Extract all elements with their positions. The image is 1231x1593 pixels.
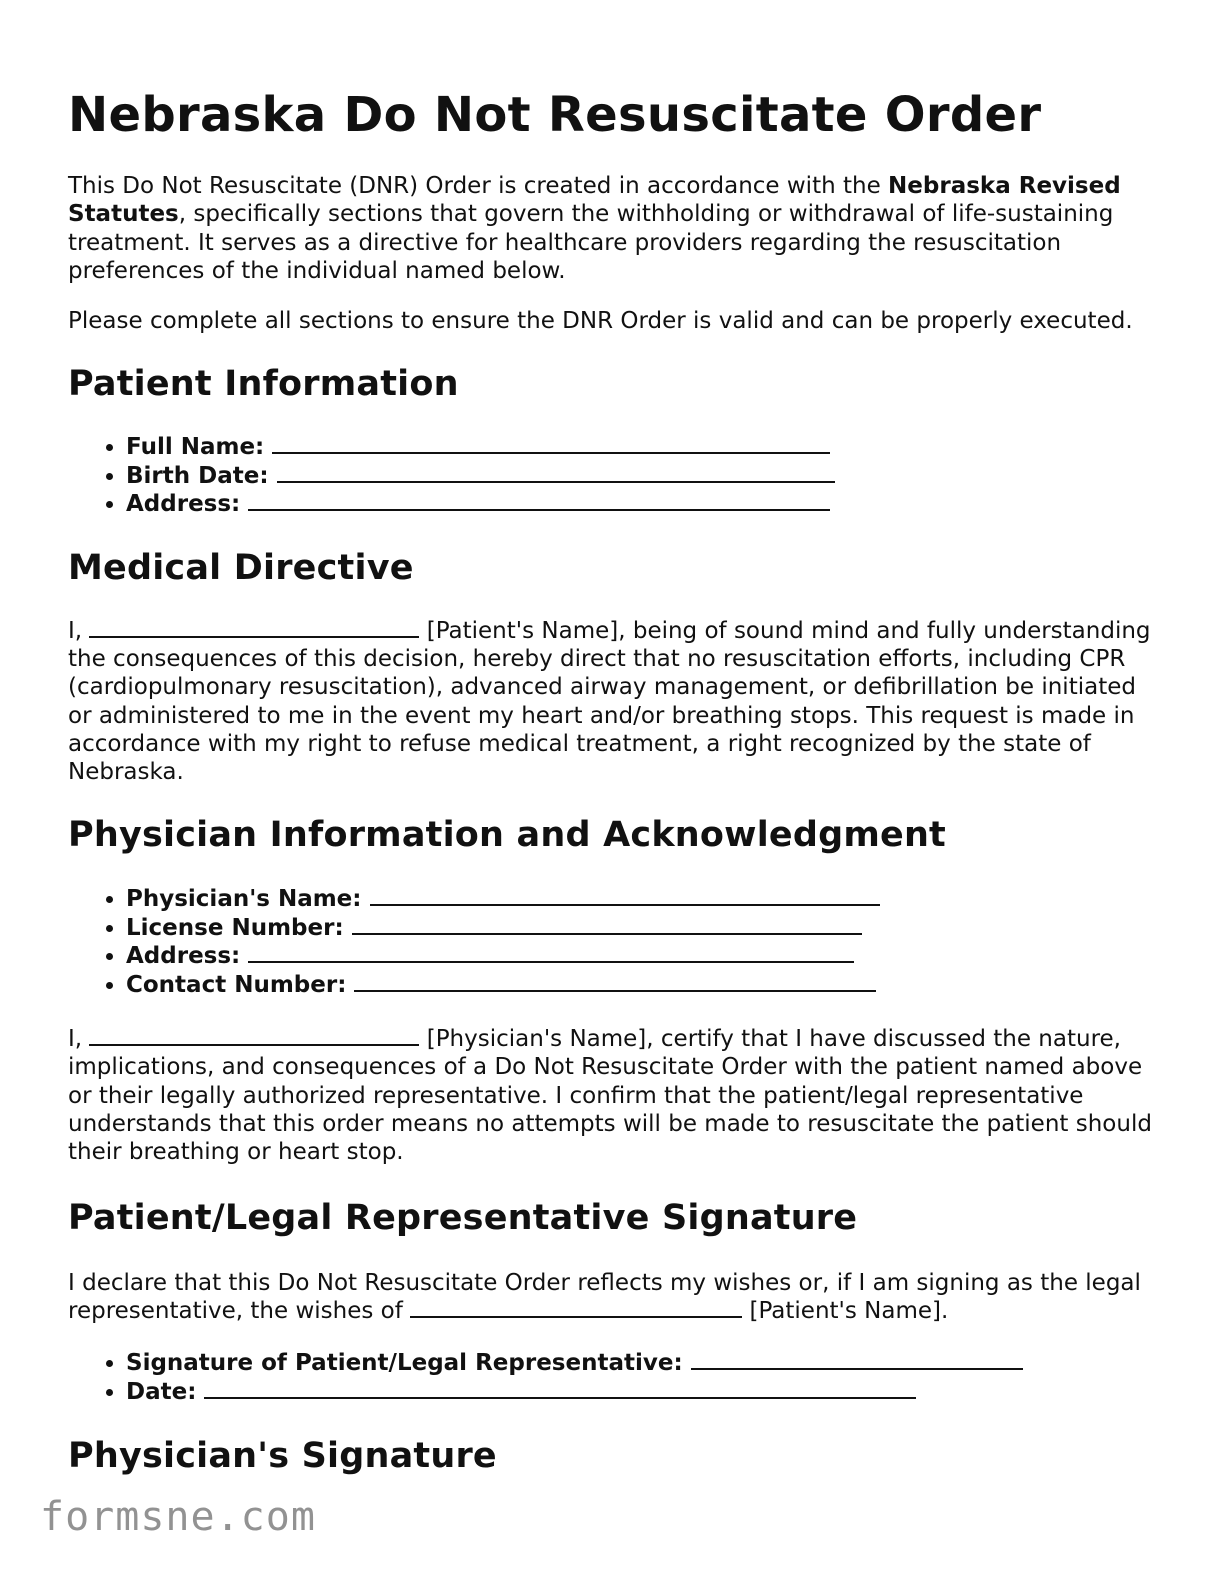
full-name-field[interactable] (272, 434, 830, 454)
signature-list (68, 1349, 1158, 1406)
patient-info-list (68, 433, 1158, 518)
instructions-paragraph: Please complete all sections to ensure the DNR Order is valid and can be properly executed. (68, 308, 1133, 335)
directive-text: [Patient's Name], being of sound mind and fully understanding the consequences of this decision, hereby direct that no resuscitation efforts, including CPR (cardiopulmonary resuscitation), advanced airway management, or defibrillation be initiated or administered to me in the event my heart and/or breathing stops. This request is made in accordance with my right to refuse medical treatment, a right recognized by the state of Nebraska. (68, 617, 1151, 786)
signature-date-field[interactable] (204, 1379, 916, 1399)
physician-acknowledgment-paragraph (68, 1025, 1158, 1166)
representative-signature-field[interactable] (691, 1350, 1023, 1370)
list-item (126, 1349, 1158, 1377)
intro-statute-name: Nebraska Revised Statutes (68, 173, 1121, 228)
field-label: Address: (126, 943, 241, 970)
physician-name-field[interactable] (370, 886, 880, 906)
patient-info-heading: Patient Information (68, 364, 459, 405)
list-item (126, 1378, 1158, 1406)
patient-name-blank[interactable] (410, 1298, 742, 1318)
contact-number-field[interactable] (354, 972, 876, 992)
physician-info-heading: Physician Information and Acknowledgment (68, 815, 946, 856)
medical-directive-paragraph (68, 617, 1158, 787)
license-number-field[interactable] (352, 915, 862, 935)
field-label: Signature of Patient/Legal Representative: (126, 1350, 683, 1377)
declaration-suffix: [Patient's Name]. (742, 1297, 949, 1324)
list-item (126, 914, 1158, 942)
list-item (126, 462, 1158, 490)
field-label: Address: (126, 491, 241, 518)
physician-info-list (68, 885, 1158, 999)
acknowledgment-text: [Physician's Name], certify that I have discussed the nature, implications, and consequences of a Do Not Resuscitate Order with the patient named above or their legally authorized representative. I confirm that the patient/legal representative understands that this order means no attempts will be made to resuscitate the patient should their breathing or heart stop. (68, 1026, 1152, 1166)
page-title: Nebraska Do Not Resuscitate Order (68, 87, 1042, 143)
watermark: formsne.com (40, 1494, 316, 1540)
field-label: Physician's Name: (126, 886, 362, 913)
physician-signature-heading: Physician's Signature (68, 1436, 497, 1476)
patient-name-blank[interactable] (89, 618, 419, 638)
directive-prefix: I, (68, 617, 90, 644)
document (68, 0, 1158, 1477)
list-item (126, 971, 1158, 999)
field-label: Contact Number: (126, 971, 347, 998)
physician-address-field[interactable] (248, 943, 854, 963)
field-label: Full Name: (126, 434, 265, 461)
acknowledgment-prefix: I, (68, 1026, 90, 1053)
declaration-text: I declare that this Do Not Resuscitate Order reflects my wishes or, if I am signing as the legal representative, the wishes of (68, 1269, 1141, 1324)
intro-text-end: , specifically sections that govern the withholding or withdrawal of life-sustaining treatment. It serves as a directive for healthcare providers regarding the resuscitation preferences of the individual named below. (68, 201, 1114, 284)
birth-date-field[interactable] (277, 463, 835, 483)
intro-text-start: This Do Not Resuscitate (DNR) Order is created in accordance with the (68, 173, 889, 199)
intro-paragraph (68, 172, 1158, 285)
field-label: Birth Date: (126, 462, 269, 489)
patient-address-field[interactable] (248, 491, 830, 511)
field-label: Date: (126, 1378, 197, 1405)
list-item (126, 885, 1158, 913)
list-item (126, 942, 1158, 970)
medical-directive-heading: Medical Directive (68, 547, 414, 588)
representative-signature-heading: Patient/Legal Representative Signature (68, 1197, 858, 1238)
field-label: License Number: (126, 914, 344, 941)
list-item (126, 490, 1158, 518)
physician-name-blank[interactable] (89, 1026, 419, 1046)
list-item (126, 433, 1158, 461)
declaration-paragraph (68, 1269, 1158, 1326)
